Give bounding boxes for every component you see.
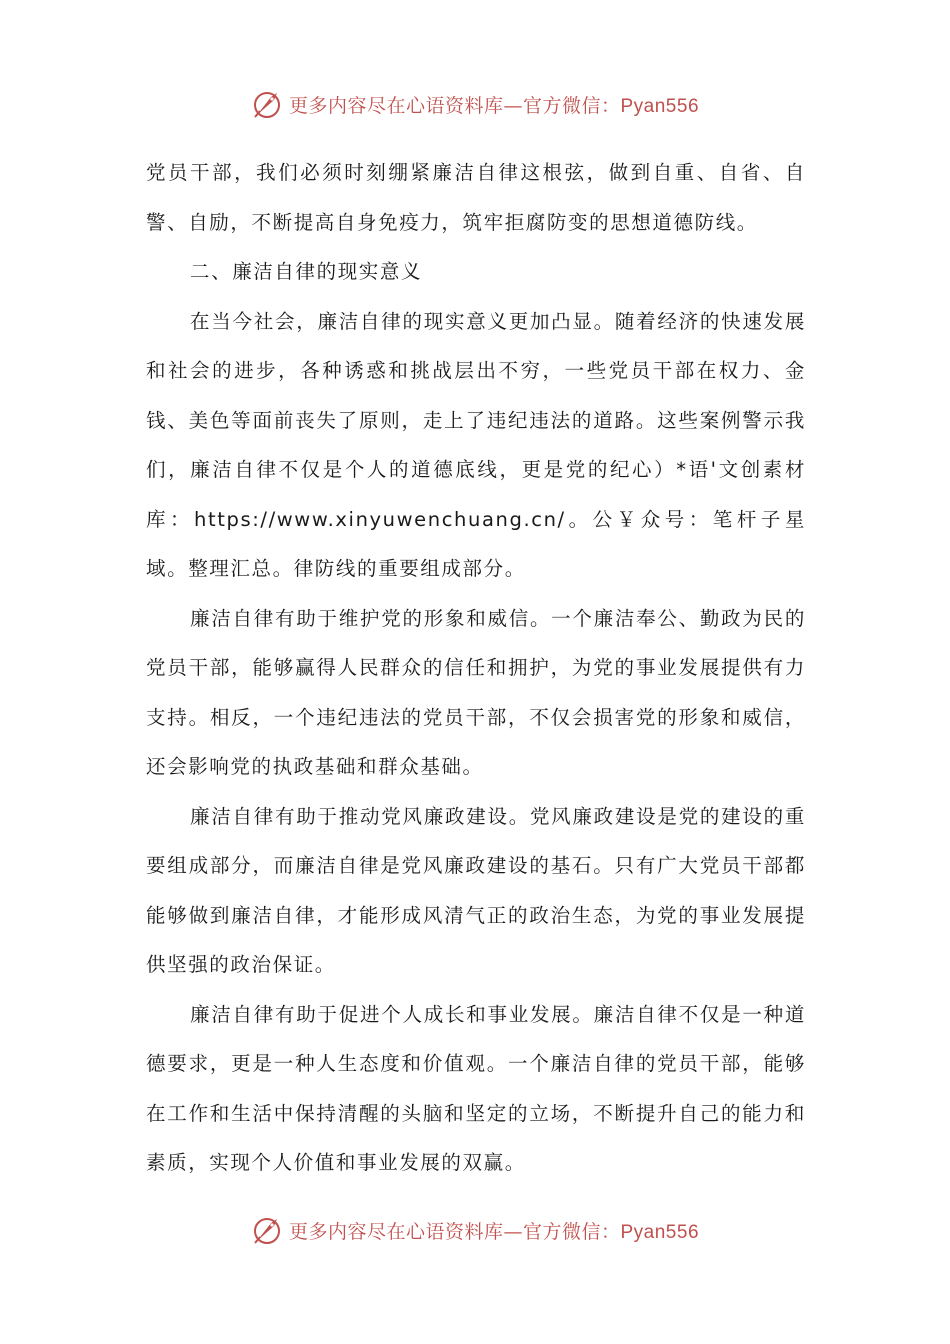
document-body <box>146 148 806 1188</box>
watermark-text-lead: 更多内容尽在心语资料库— <box>288 94 523 117</box>
paragraph: 党员干部，我们必须时刻绷紧廉洁自律这根弦，做到自重、自省、自警、自励，不断提高自身免疫力，筑牢拒腐防变的思想道德防线。 <box>146 161 806 234</box>
pen-nib-logo-icon <box>251 1213 285 1247</box>
paragraph: 在当今社会，廉洁自律的现实意义更加凸显。随着经济的快速发展和社会的进步，各种诱惑和挑战层出不穷，一些党员干部在权力、金钱、美色等面前丧失了原则，走上了违纪违法的道路。这些案例警示我们，廉洁自律不仅是个人的道德底线，更是党的纪心）*语'文创素材库：https://www.xinyuwenchuang.cn/。公￥众号：笔杆子星域。整理汇总。律防线的重要组成部分。 <box>146 309 806 580</box>
watermark-footer <box>0 1210 950 1250</box>
section-heading: 二、廉洁自律的现实意义 <box>190 260 423 283</box>
paragraph: 廉洁自律有助于维护党的形象和威信。一个廉洁奉公、勤政为民的党员干部，能够赢得人民群众的信任和拥护，为党的事业发展提供有力支持。相反，一个违纪违法的党员干部，不仅会损害党的形象和威信，还会影响党的执政基础和群众基础。 <box>146 606 806 778</box>
pen-nib-logo-icon <box>251 87 285 121</box>
paragraph: 廉洁自律有助于促进个人成长和事业发展。廉洁自律不仅是一种道德要求，更是一种人生态度和价值观。一个廉洁自律的党员干部，能够在工作和生活中保持清醒的头脑和坚定的立场，不断提升自己的能力和素质，实现个人价值和事业发展的双赢。 <box>146 1002 806 1174</box>
watermark-header <box>0 84 950 124</box>
watermark-text-tail: 官方微信：Pyan556 <box>523 1221 700 1243</box>
watermark-text-lead: 更多内容尽在心语资料库— <box>288 1220 523 1243</box>
paragraph: 廉洁自律有助于推动党风廉政建设。党风廉政建设是党的建设的重要组成部分，而廉洁自律是党风廉政建设的基石。只有广大党员干部都能够做到廉洁自律，才能形成风清气正的政治生态，为党的事业发展提供坚强的政治保证。 <box>146 804 806 976</box>
watermark-text-tail: 官方微信：Pyan556 <box>523 95 700 117</box>
